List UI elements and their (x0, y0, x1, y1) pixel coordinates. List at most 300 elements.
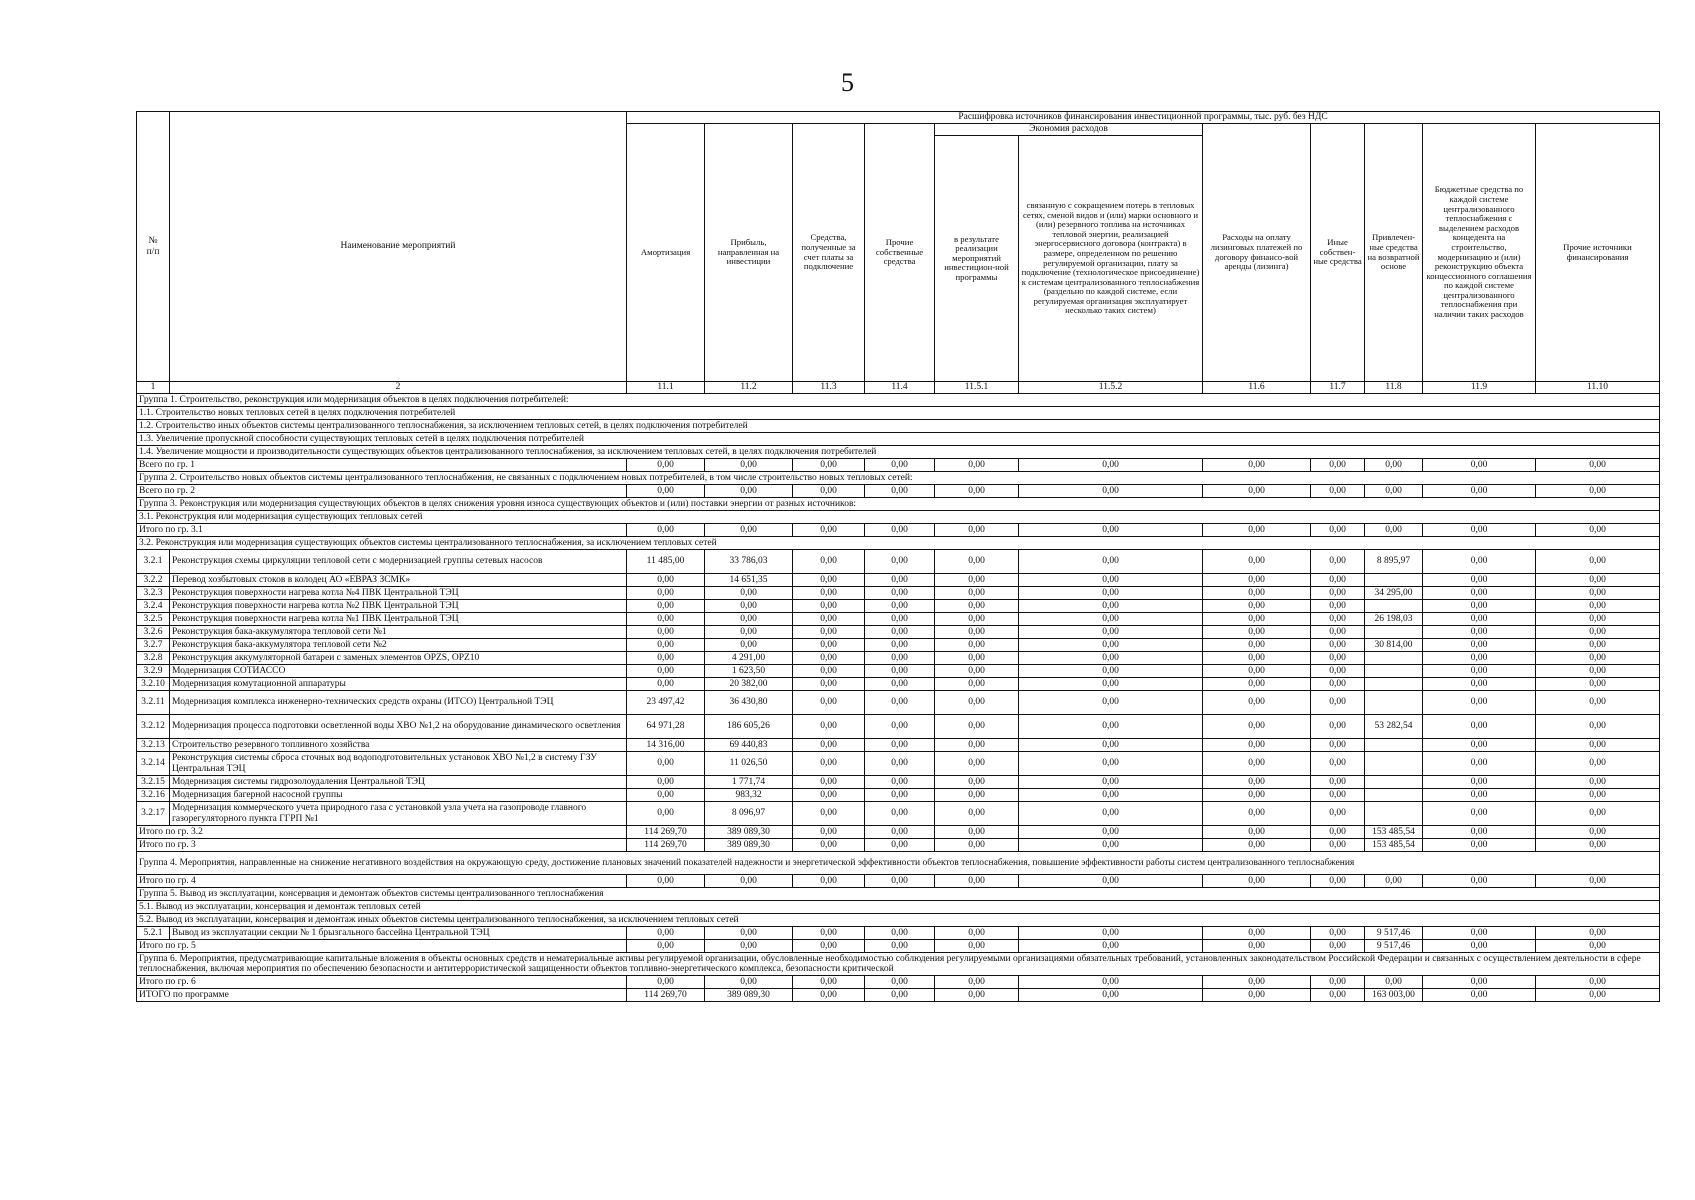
item-value: 0,00 (1019, 715, 1203, 739)
total-value: 0,00 (1365, 485, 1423, 498)
item-value: 0,00 (935, 626, 1019, 639)
item-name: Модернизация СОТИАССО (170, 665, 627, 678)
item-value (1365, 665, 1423, 678)
total-value: 0,00 (1311, 524, 1365, 537)
item-value: 0,00 (1423, 587, 1536, 600)
item-value: 0,00 (1311, 652, 1365, 665)
header-col-11-10: Прочие источники финансирования (1536, 124, 1660, 382)
item-value: 0,00 (935, 574, 1019, 587)
total-row (137, 485, 1660, 498)
header-economy-title: Экономия расходов (935, 124, 1203, 136)
table-row (137, 639, 1660, 652)
total-value: 0,00 (1536, 976, 1660, 989)
item-value: 0,00 (1423, 802, 1536, 826)
total-value: 0,00 (1019, 875, 1203, 888)
column-number: 11.9 (1423, 382, 1536, 394)
item-value: 0,00 (1423, 691, 1536, 715)
item-number: 3.2.5 (137, 613, 170, 626)
item-value: 0,00 (1203, 752, 1311, 776)
section-row (137, 852, 1660, 875)
table-row (137, 691, 1660, 715)
item-value: 0,00 (1019, 739, 1203, 752)
item-value: 0,00 (627, 600, 705, 613)
total-value: 0,00 (935, 940, 1019, 953)
item-value: 0,00 (1203, 639, 1311, 652)
item-value: 0,00 (1019, 927, 1203, 940)
total-value: 0,00 (1423, 839, 1536, 852)
item-value (1365, 739, 1423, 752)
item-value: 0,00 (1019, 678, 1203, 691)
item-value: 0,00 (1536, 613, 1660, 626)
section-title: 3.2. Реконструкция или модернизация существующих объектов системы централизованного теплоснабжения, за исключением тепловых сетей (137, 537, 1660, 550)
table-row (137, 574, 1660, 587)
section-row (137, 901, 1660, 914)
item-value: 0,00 (1311, 802, 1365, 826)
page-number: 5 (841, 68, 854, 97)
item-value: 36 430,80 (705, 691, 793, 715)
total-value: 0,00 (705, 875, 793, 888)
item-value (1365, 752, 1423, 776)
item-value: 0,00 (1311, 550, 1365, 574)
financing-table (136, 111, 1660, 1002)
total-value: 0,00 (1536, 839, 1660, 852)
item-value: 0,00 (793, 587, 865, 600)
item-number: 3.2.12 (137, 715, 170, 739)
total-value: 0,00 (935, 485, 1019, 498)
total-value: 0,00 (865, 940, 935, 953)
item-value: 0,00 (793, 652, 865, 665)
item-value: 0,00 (1536, 739, 1660, 752)
total-value: 0,00 (1536, 826, 1660, 839)
item-value: 0,00 (793, 789, 865, 802)
item-value: 0,00 (1536, 550, 1660, 574)
total-row (137, 524, 1660, 537)
total-value: 0,00 (793, 459, 865, 472)
item-value: 0,00 (1536, 691, 1660, 715)
table-row (137, 665, 1660, 678)
item-value: 186 605,26 (705, 715, 793, 739)
item-name: Модернизация комутационной аппаратуры (170, 678, 627, 691)
header-col-11-2: Прибыль, направленная на инвестиции (705, 124, 793, 382)
item-value: 0,00 (627, 789, 705, 802)
table-row (137, 652, 1660, 665)
item-value: 0,00 (793, 691, 865, 715)
total-value: 389 089,30 (705, 839, 793, 852)
section-title: 1.3. Увеличение пропускной способности существующих тепловых сетей в целях подключения потребителей (137, 433, 1660, 446)
item-value: 0,00 (627, 574, 705, 587)
item-value: 0,00 (935, 776, 1019, 789)
total-value: 0,00 (1019, 940, 1203, 953)
column-number: 11.6 (1203, 382, 1311, 394)
item-value: 0,00 (1423, 752, 1536, 776)
item-name: Реконструкция бака-аккумулятора тепловой сети №2 (170, 639, 627, 652)
item-value: 0,00 (793, 752, 865, 776)
header-sources-title: Расшифровка источников финансирования инвестиционной программы, тыс. руб. без НДС (627, 112, 1660, 124)
item-value: 0,00 (935, 789, 1019, 802)
item-value: 0,00 (793, 626, 865, 639)
item-value: 0,00 (865, 665, 935, 678)
column-number: 11.5.1 (935, 382, 1019, 394)
item-value: 0,00 (1311, 678, 1365, 691)
total-value: 0,00 (627, 485, 705, 498)
total-value: 0,00 (1019, 989, 1203, 1002)
item-value: 0,00 (627, 587, 705, 600)
item-value: 0,00 (1311, 691, 1365, 715)
header-col-11-5-1: в результате реализации мероприятий инвестицион-ной программы (935, 136, 1019, 382)
total-value: 0,00 (793, 989, 865, 1002)
item-value: 0,00 (1536, 639, 1660, 652)
item-value: 0,00 (935, 752, 1019, 776)
item-value: 0,00 (705, 600, 793, 613)
item-value: 0,00 (865, 613, 935, 626)
total-value: 0,00 (627, 976, 705, 989)
item-value: 0,00 (865, 678, 935, 691)
item-value: 0,00 (1311, 927, 1365, 940)
total-value: 0,00 (865, 839, 935, 852)
item-value: 0,00 (705, 587, 793, 600)
item-value: 0,00 (935, 652, 1019, 665)
item-value: 0,00 (1311, 587, 1365, 600)
item-value: 0,00 (1536, 789, 1660, 802)
total-value: 0,00 (1365, 524, 1423, 537)
header-col-11-9: Бюджетные средства по каждой системе централизованного теплоснабжения с выделением расходов концедента на строительство, модернизацию и (или) реконструкцию объекта концессионного соглашения по каждой системе централизованного теплоснабжения при наличии таких расходов (1423, 124, 1536, 382)
item-value: 23 497,42 (627, 691, 705, 715)
item-value: 0,00 (1203, 574, 1311, 587)
item-name: Реконструкция бака-аккумулятора тепловой сети №1 (170, 626, 627, 639)
column-number: 11.5.2 (1019, 382, 1203, 394)
item-name: Модернизация комплекса инженерно-технических средств охраны (ИТСО) Центральной ТЭЦ (170, 691, 627, 715)
item-value: 0,00 (935, 600, 1019, 613)
item-value: 0,00 (1019, 802, 1203, 826)
item-value: 11 485,00 (627, 550, 705, 574)
total-value: 0,00 (1423, 826, 1536, 839)
item-number: 3.2.7 (137, 639, 170, 652)
section-title: 1.1. Строительство новых тепловых сетей в целях подключения потребителей (137, 407, 1660, 420)
total-value: 0,00 (793, 826, 865, 839)
item-value: 64 971,28 (627, 715, 705, 739)
table-row (137, 776, 1660, 789)
total-value: 0,00 (935, 976, 1019, 989)
item-value (1365, 678, 1423, 691)
table-row (137, 678, 1660, 691)
header-col-11-6: Расходы на оплату лизинговых платежей по договору финансо-вой аренды (лизинга) (1203, 124, 1311, 382)
total-value: 0,00 (1019, 826, 1203, 839)
header-col-11-5-2: связанную с сокращением потерь в тепловых сетях, сменой видов и (или) марки основного и (или) резервного топлива на источниках тепловой энергии, реализацией энергосервисного договора (контракта) в размере, определенном по решению регулируемой организации, плату за подключение (технологическое присоединение) к системам централизованного теплоснабжения (раздельно по каждой системе, если регулируемая организация эксплуатирует несколько таких систем) (1019, 136, 1203, 382)
table-row (137, 789, 1660, 802)
item-name: Реконструкция поверхности нагрева котла №2 ПВК Центральной ТЭЦ (170, 600, 627, 613)
total-value: 0,00 (1203, 524, 1311, 537)
total-value: 0,00 (705, 976, 793, 989)
item-value: 0,00 (793, 550, 865, 574)
total-value: 0,00 (1423, 940, 1536, 953)
total-value: 153 485,54 (1365, 839, 1423, 852)
item-value: 69 440,83 (705, 739, 793, 752)
item-name: Реконструкция поверхности нагрева котла №1 ПВК Центральной ТЭЦ (170, 613, 627, 626)
total-value: 0,00 (793, 875, 865, 888)
total-row (137, 875, 1660, 888)
item-number: 3.2.16 (137, 789, 170, 802)
section-row (137, 914, 1660, 927)
item-value: 0,00 (1311, 613, 1365, 626)
total-value: 0,00 (793, 839, 865, 852)
section-title: 1.2. Строительство иных объектов системы централизованного теплоснабжения, за исключением тепловых сетей, в целях подключения потребителей (137, 420, 1660, 433)
total-value: 0,00 (627, 940, 705, 953)
table-row (137, 739, 1660, 752)
item-number: 3.2.1 (137, 550, 170, 574)
item-value: 14 316,00 (627, 739, 705, 752)
total-row (137, 940, 1660, 953)
table-row (137, 550, 1660, 574)
table-row (137, 626, 1660, 639)
section-row (137, 537, 1660, 550)
item-value: 0,00 (1019, 587, 1203, 600)
item-value: 0,00 (627, 752, 705, 776)
item-value (1365, 600, 1423, 613)
item-value: 0,00 (793, 678, 865, 691)
item-value: 0,00 (865, 789, 935, 802)
total-value: 0,00 (627, 875, 705, 888)
item-value: 0,00 (1019, 600, 1203, 613)
total-value: 0,00 (705, 524, 793, 537)
table-row (137, 802, 1660, 826)
total-label: Всего по гр. 2 (137, 485, 627, 498)
item-value: 0,00 (1203, 550, 1311, 574)
total-value: 0,00 (1311, 826, 1365, 839)
total-value: 0,00 (1203, 989, 1311, 1002)
header-col-11-7: Иные собствен-ные средства (1311, 124, 1365, 382)
item-value: 0,00 (627, 626, 705, 639)
item-value: 0,00 (793, 665, 865, 678)
total-value: 114 269,70 (627, 989, 705, 1002)
item-value (1365, 652, 1423, 665)
item-number: 3.2.6 (137, 626, 170, 639)
total-value: 0,00 (1536, 875, 1660, 888)
item-value: 0,00 (1203, 802, 1311, 826)
item-value: 0,00 (865, 802, 935, 826)
item-value: 0,00 (1423, 613, 1536, 626)
total-value: 0,00 (1536, 940, 1660, 953)
item-value: 0,00 (1203, 626, 1311, 639)
item-number: 3.2.14 (137, 752, 170, 776)
section-row (137, 407, 1660, 420)
item-value: 0,00 (1536, 678, 1660, 691)
total-value: 0,00 (1311, 976, 1365, 989)
item-value: 0,00 (935, 639, 1019, 652)
item-number: 3.2.13 (137, 739, 170, 752)
column-number: 11.8 (1365, 382, 1423, 394)
item-value: 0,00 (935, 739, 1019, 752)
section-title: Группа 1. Строительство, реконструкция или модернизация объектов в целях подключения потребителей: (137, 394, 1660, 407)
total-row (137, 976, 1660, 989)
item-value: 0,00 (935, 613, 1019, 626)
total-label: Итого по гр. 3.1 (137, 524, 627, 537)
item-value: 0,00 (935, 665, 1019, 678)
item-value (1365, 802, 1423, 826)
item-value: 0,00 (935, 691, 1019, 715)
item-value: 0,00 (1536, 802, 1660, 826)
item-value: 0,00 (1019, 613, 1203, 626)
total-value: 0,00 (1365, 459, 1423, 472)
total-value: 0,00 (865, 989, 935, 1002)
item-value: 0,00 (1311, 600, 1365, 613)
total-value: 0,00 (865, 976, 935, 989)
item-number: 3.2.3 (137, 587, 170, 600)
item-value: 0,00 (1423, 574, 1536, 587)
item-name: Модернизация процесса подготовки осветленной воды ХВО №1,2 на оборудование динамического осветления (170, 715, 627, 739)
item-value: 0,00 (627, 613, 705, 626)
item-value: 8 895,97 (1365, 550, 1423, 574)
column-number: 2 (170, 382, 627, 394)
total-value: 0,00 (1365, 976, 1423, 989)
item-value: 0,00 (1203, 776, 1311, 789)
total-label: Всего по гр. 1 (137, 459, 627, 472)
item-value: 0,00 (1203, 600, 1311, 613)
item-value: 4 291,00 (705, 652, 793, 665)
table-row (137, 715, 1660, 739)
total-value: 0,00 (935, 989, 1019, 1002)
total-value: 0,00 (1311, 989, 1365, 1002)
item-value (1365, 574, 1423, 587)
total-value: 0,00 (1536, 989, 1660, 1002)
table-row (137, 927, 1660, 940)
item-value: 0,00 (865, 739, 935, 752)
total-value: 0,00 (1536, 459, 1660, 472)
header-no: № п/п (137, 112, 170, 382)
total-value: 0,00 (1019, 459, 1203, 472)
item-name: Модернизация системы гидрозолоудаления Центральной ТЭЦ (170, 776, 627, 789)
item-value: 53 282,54 (1365, 715, 1423, 739)
section-title: 3.1. Реконструкция или модернизация существующих тепловых сетей (137, 511, 1660, 524)
item-value: 0,00 (1536, 626, 1660, 639)
total-value: 389 089,30 (705, 826, 793, 839)
total-row (137, 826, 1660, 839)
total-value: 0,00 (865, 875, 935, 888)
item-value: 0,00 (1203, 665, 1311, 678)
column-number: 11.10 (1536, 382, 1660, 394)
total-value: 0,00 (1203, 976, 1311, 989)
item-value: 0,00 (793, 613, 865, 626)
total-value: 0,00 (793, 485, 865, 498)
total-value: 9 517,46 (1365, 940, 1423, 953)
total-value: 0,00 (1536, 485, 1660, 498)
item-value: 0,00 (1311, 776, 1365, 789)
item-value: 0,00 (627, 665, 705, 678)
item-value: 0,00 (1423, 652, 1536, 665)
item-value: 0,00 (935, 550, 1019, 574)
table-row (137, 752, 1660, 776)
item-value: 0,00 (793, 776, 865, 789)
item-value: 0,00 (1203, 789, 1311, 802)
total-label: ИТОГО по программе (137, 989, 627, 1002)
table-row (137, 613, 1660, 626)
item-value: 14 651,35 (705, 574, 793, 587)
item-value: 9 517,46 (1365, 927, 1423, 940)
section-title: Группа 2. Строительство новых объектов системы централизованного теплоснабжения, не связанных с подключением новых потребителей, в том числе строительство новых тепловых сетей: (137, 472, 1660, 485)
item-name: Модернизация багерной насосной группы (170, 789, 627, 802)
section-row (137, 446, 1660, 459)
section-row (137, 420, 1660, 433)
item-value: 0,00 (1311, 574, 1365, 587)
total-label: Итого по гр. 4 (137, 875, 627, 888)
total-value: 0,00 (865, 826, 935, 839)
item-value: 983,32 (705, 789, 793, 802)
total-value: 0,00 (793, 524, 865, 537)
item-value: 0,00 (935, 678, 1019, 691)
total-value: 0,00 (793, 940, 865, 953)
item-value: 0,00 (1019, 691, 1203, 715)
column-number: 1 (137, 382, 170, 394)
section-row (137, 953, 1660, 976)
item-value: 0,00 (705, 927, 793, 940)
total-value: 0,00 (1423, 459, 1536, 472)
item-value: 0,00 (1423, 789, 1536, 802)
item-number: 3.2.17 (137, 802, 170, 826)
item-value: 1 623,50 (705, 665, 793, 678)
item-value: 0,00 (793, 927, 865, 940)
item-value: 33 786,03 (705, 550, 793, 574)
item-value: 0,00 (1311, 626, 1365, 639)
item-value: 0,00 (1423, 715, 1536, 739)
total-value: 0,00 (1019, 485, 1203, 498)
total-value: 0,00 (865, 485, 935, 498)
item-value: 0,00 (705, 613, 793, 626)
total-value: 0,00 (1311, 485, 1365, 498)
total-value: 0,00 (627, 459, 705, 472)
item-value: 0,00 (1423, 776, 1536, 789)
section-row (137, 511, 1660, 524)
item-value: 0,00 (1019, 550, 1203, 574)
item-value (1365, 626, 1423, 639)
item-value: 0,00 (865, 691, 935, 715)
item-value: 0,00 (1423, 550, 1536, 574)
item-value: 0,00 (935, 802, 1019, 826)
total-value: 0,00 (1203, 875, 1311, 888)
item-value: 0,00 (1536, 574, 1660, 587)
item-number: 3.2.15 (137, 776, 170, 789)
total-value: 0,00 (1203, 826, 1311, 839)
item-value: 0,00 (627, 678, 705, 691)
header-name: Наименование мероприятий (170, 112, 627, 382)
total-value: 0,00 (935, 459, 1019, 472)
total-row (137, 839, 1660, 852)
total-value: 0,00 (1203, 459, 1311, 472)
item-value: 0,00 (793, 574, 865, 587)
total-label: Итого по гр. 3 (137, 839, 627, 852)
item-value: 0,00 (1203, 927, 1311, 940)
item-value: 0,00 (1203, 715, 1311, 739)
item-value: 0,00 (935, 715, 1019, 739)
item-value: 34 295,00 (1365, 587, 1423, 600)
header-col-11-8: Привлечен-ные средства на возвратной основе (1365, 124, 1423, 382)
item-value: 0,00 (865, 776, 935, 789)
item-value: 0,00 (1423, 678, 1536, 691)
item-value: 0,00 (793, 802, 865, 826)
total-value: 0,00 (935, 875, 1019, 888)
item-number: 3.2.4 (137, 600, 170, 613)
item-value: 0,00 (1423, 927, 1536, 940)
item-value: 0,00 (865, 752, 935, 776)
header-col-11-1: Амортизация (627, 124, 705, 382)
item-name: Реконструкция схемы циркуляции тепловой сети с модернизацией группы сетевых насосов (170, 550, 627, 574)
section-row (137, 472, 1660, 485)
total-value: 0,00 (705, 485, 793, 498)
item-value: 0,00 (1019, 776, 1203, 789)
item-value: 0,00 (1423, 639, 1536, 652)
item-value: 26 198,03 (1365, 613, 1423, 626)
total-value: 0,00 (1365, 875, 1423, 888)
total-value: 0,00 (1019, 839, 1203, 852)
item-value: 0,00 (865, 715, 935, 739)
